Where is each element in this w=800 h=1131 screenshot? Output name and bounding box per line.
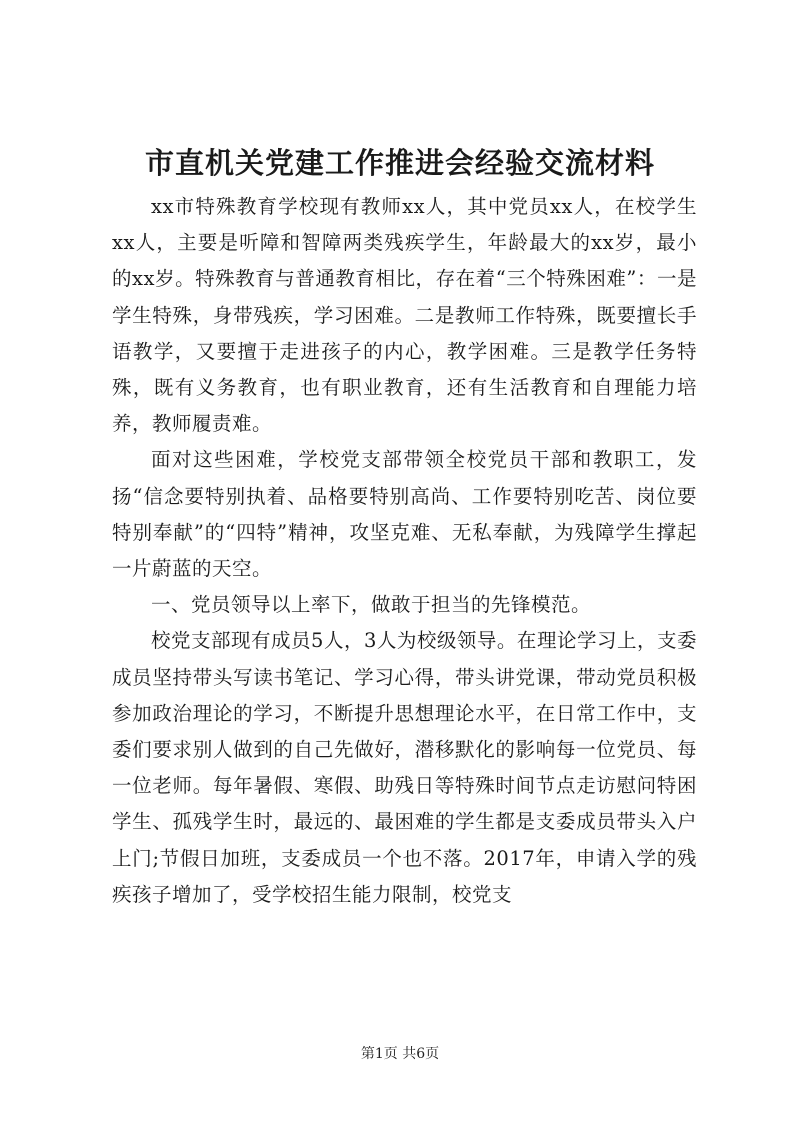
page-number-footer: 第1页 共6页 bbox=[360, 1046, 440, 1062]
paragraph-1: xx市特殊教育学校现有教师xx人，其中党员xx人，在校学生xx人，主要是听障和智障两类残疾学生，年龄最大的xx岁，最小的xx岁。特殊教育与普通教育相比，存在着“三个特殊困难”：一是学生特殊，身带残疾，学习困难。二是教师工作特殊，既要擅长手语教学，又要擅于走进孩子的内心，教学困难。三是教学任务特殊，既有义务教育，也有职业教育，还有生活教育和自理能力培养，教师履责难。 bbox=[112, 195, 697, 436]
document-title: 市直机关党建工作推进会经验交流材料 bbox=[144, 146, 655, 180]
document-body bbox=[112, 189, 697, 913]
section-heading-1: 一、党员领导以上率下，做敢于担当的先锋模范。 bbox=[151, 593, 592, 617]
paragraph-3: 校党支部现有成员5人，3人为校级领导。在理论学习上，支委成员坚持带头写读书笔记、学习心得，带头讲党课，带动党员积极参加政治理论的学习，不断提升思想理论水平，在日常工作中，支委们要求别人做到的自己先做好，潜移默化的影响每一位党员、每一位老师。每年暑假、寒假、助残日等特殊时间节点走访慰问特困学生、孤残学生时，最远的、最困难的学生都是支委成员带头入户上门;节假日加班，支委成员一个也不落。2017年，申请入学的残疾孩子增加了，受学校招生能力限制，校党支 bbox=[112, 629, 697, 906]
paragraph-2: 面对这些困难，学校党支部带领全校党员干部和教职工，发扬“信念要特别执着、品格要特别高尚、工作要特别吃苦、岗位要特别奉献”的“四特”精神，攻坚克难、无私奉献，为残障学生撑起一片蔚蓝的天空。 bbox=[112, 448, 697, 581]
